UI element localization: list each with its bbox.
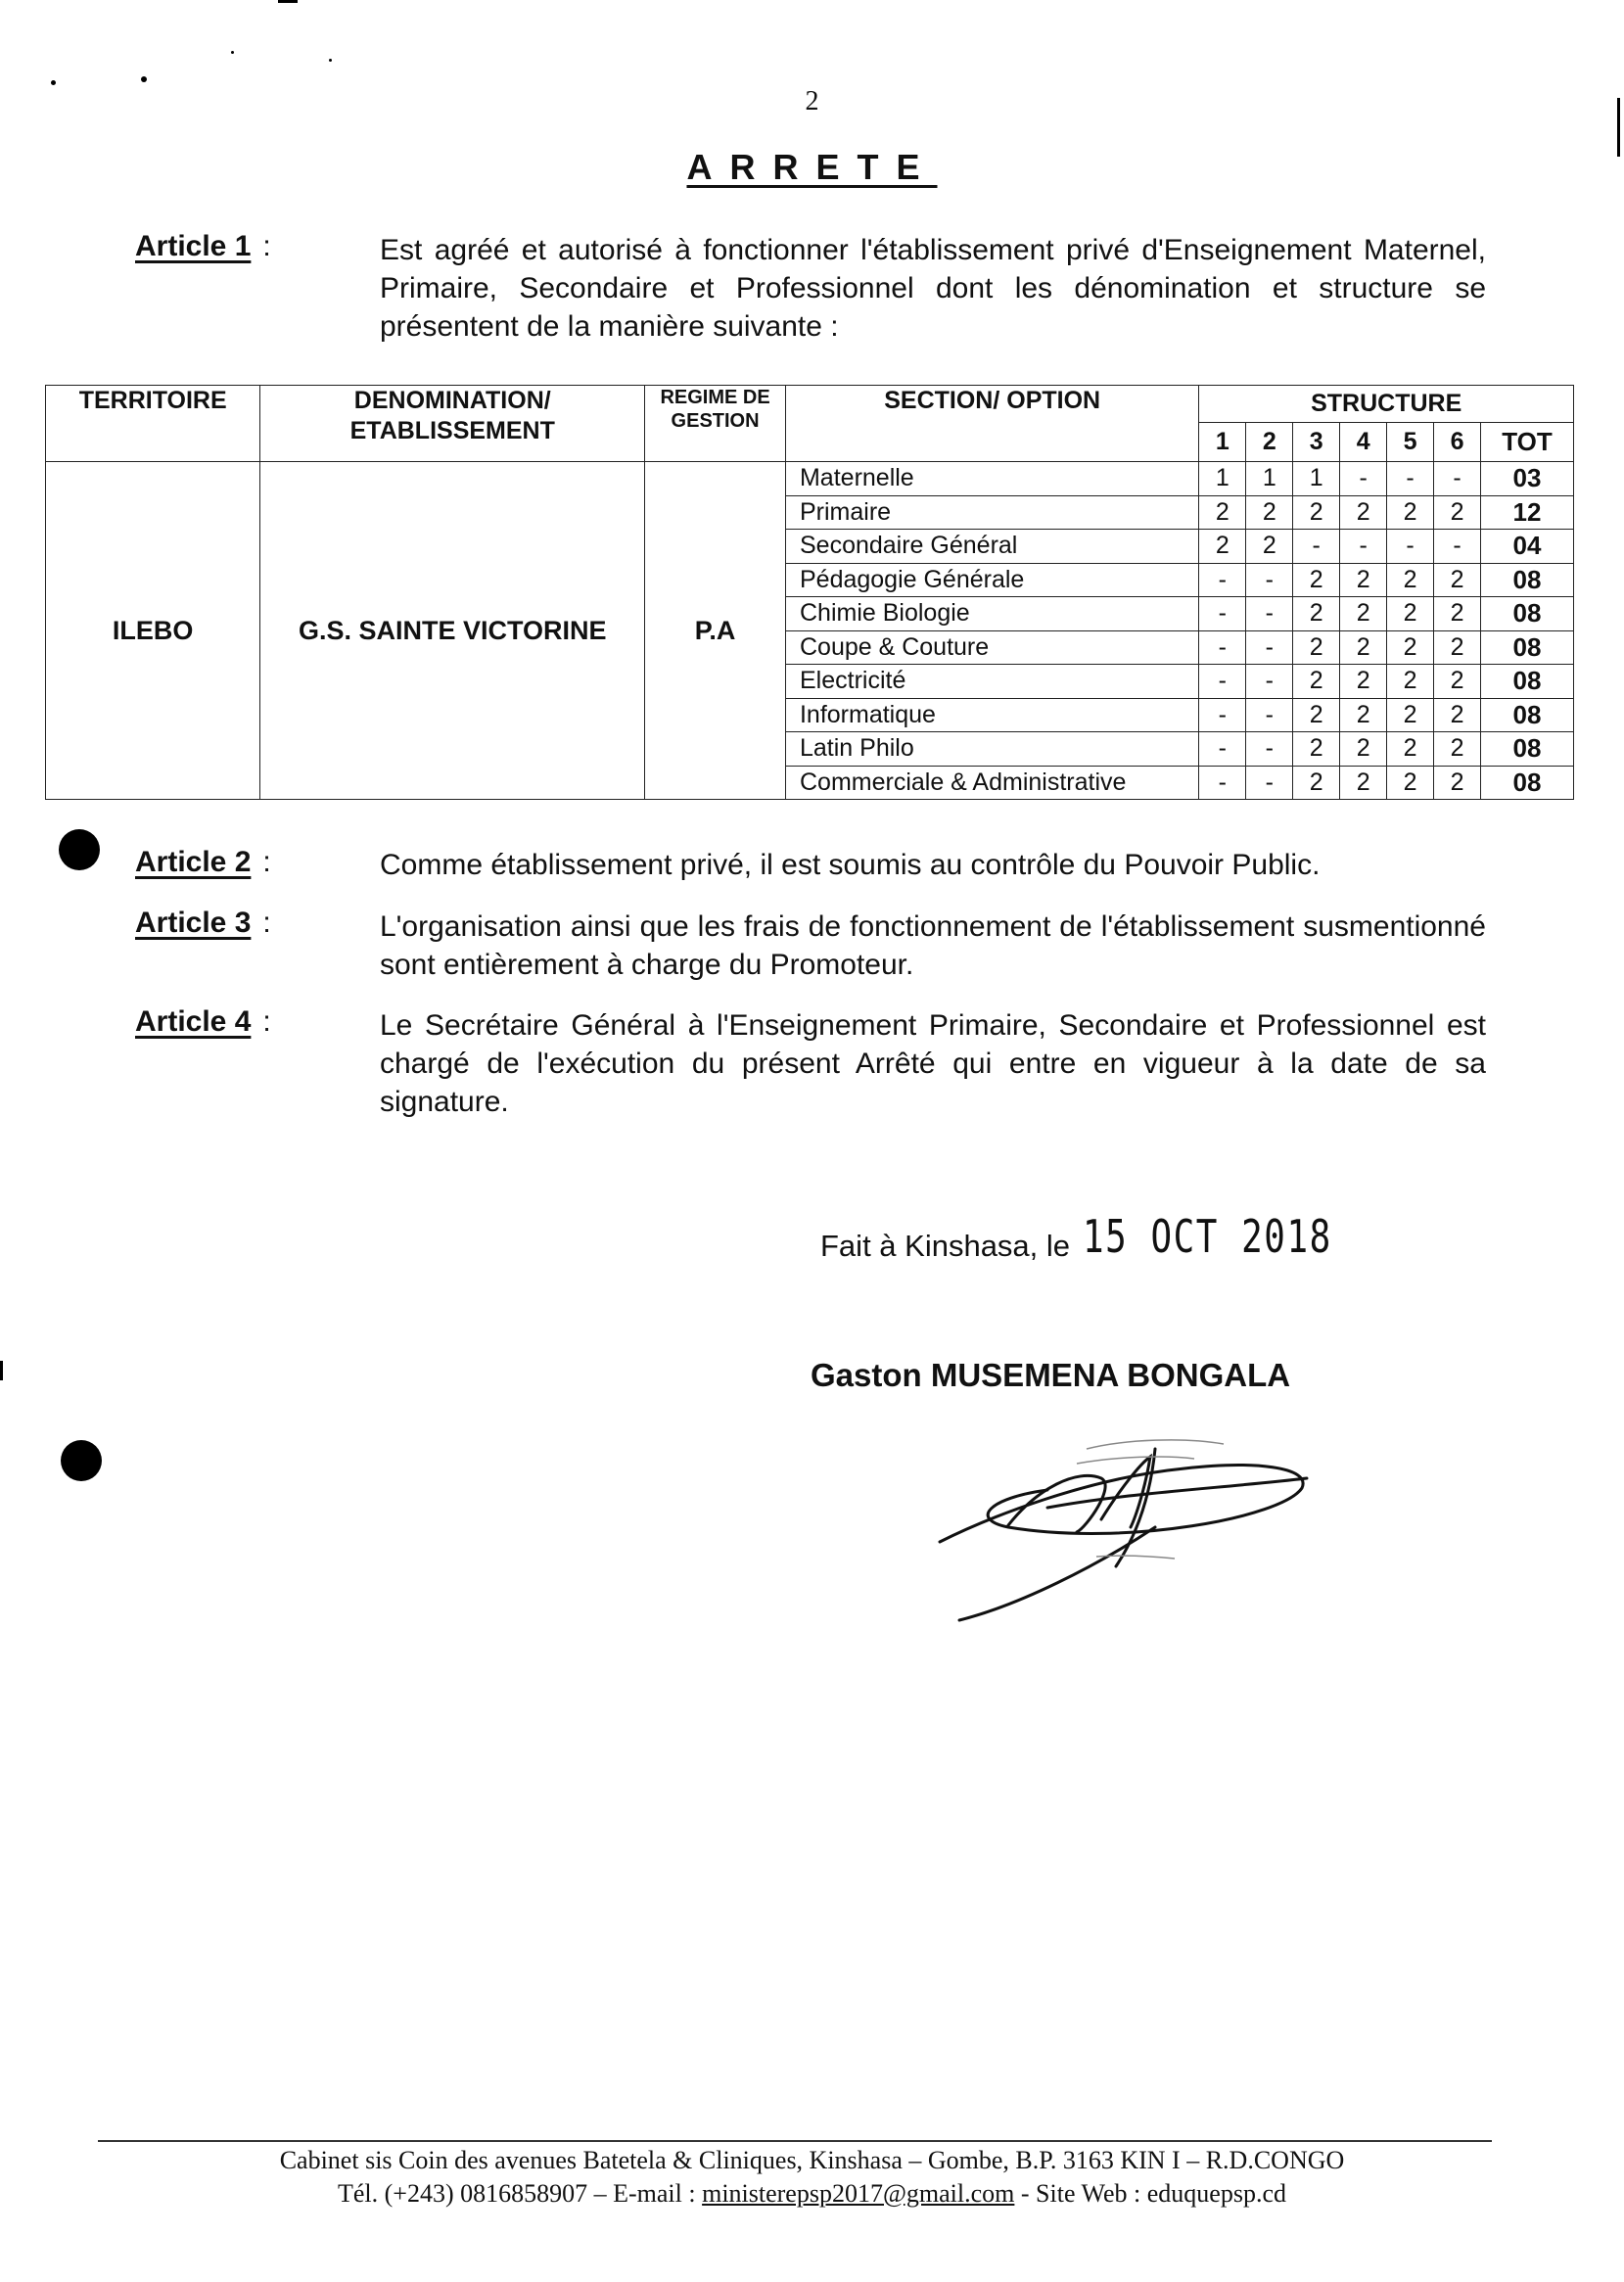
tot-cell: 08 bbox=[1480, 630, 1573, 665]
tot-cell: 08 bbox=[1480, 563, 1573, 597]
header-denomination: DENOMINATION/ ETABLISSEMENT bbox=[260, 386, 645, 462]
tot-cell: 08 bbox=[1480, 766, 1573, 800]
header-section: SECTION/ OPTION bbox=[785, 386, 1198, 462]
year-6-cell: 2 bbox=[1434, 698, 1481, 732]
year-5-cell: 2 bbox=[1387, 630, 1434, 665]
article-3-text: L'organisation ainsi que les frais de fonctionnement de l'établissement susmentionné sont entièrement à charge du Promoteur. bbox=[380, 910, 1486, 981]
tot-cell: 08 bbox=[1480, 597, 1573, 631]
page-number: 2 bbox=[805, 86, 819, 116]
margin-mark bbox=[278, 0, 298, 3]
tot-cell: 08 bbox=[1480, 698, 1573, 732]
header-year-2: 2 bbox=[1246, 423, 1293, 462]
footer-address: Cabinet sis Coin des avenues Batetela & Cliniques, Kinshasa – Gombe, B.P. 3163 KIN I – R.D.CONGO bbox=[279, 2146, 1345, 2174]
section-cell: Latin Philo bbox=[785, 732, 1198, 767]
year-3-cell: 2 bbox=[1293, 665, 1340, 699]
year-1-cell: - bbox=[1199, 597, 1246, 631]
header-regime: REGIME DE GESTION bbox=[645, 386, 786, 462]
header-territoire: TERRITOIRE bbox=[46, 386, 260, 462]
year-6-cell: 2 bbox=[1434, 665, 1481, 699]
article-1-label: Article 1 : bbox=[135, 230, 271, 262]
article-2-label: Article 2 : bbox=[135, 846, 271, 878]
place-date-label: Fait à Kinshasa, le bbox=[820, 1229, 1071, 1263]
year-4-cell: 2 bbox=[1340, 597, 1387, 631]
section-cell: Pédagogie Générale bbox=[785, 563, 1198, 597]
section-cell: Commerciale & Administrative bbox=[785, 766, 1198, 800]
year-4-cell: 2 bbox=[1340, 630, 1387, 665]
regime-cell: P.A bbox=[645, 462, 786, 800]
section-cell: Informatique bbox=[785, 698, 1198, 732]
year-6-cell: 2 bbox=[1434, 563, 1481, 597]
section-cell: Primaire bbox=[785, 495, 1198, 530]
tot-cell: 08 bbox=[1480, 732, 1573, 767]
year-1-cell: 2 bbox=[1199, 530, 1246, 564]
year-3-cell: 2 bbox=[1293, 698, 1340, 732]
section-cell: Coupe & Couture bbox=[785, 630, 1198, 665]
year-4-cell: 2 bbox=[1340, 495, 1387, 530]
year-6-cell: - bbox=[1434, 462, 1481, 496]
year-2-cell: - bbox=[1246, 698, 1293, 732]
year-1-cell: - bbox=[1199, 630, 1246, 665]
structure-table bbox=[45, 385, 1574, 800]
year-6-cell: 2 bbox=[1434, 766, 1481, 800]
header-year-3: 3 bbox=[1293, 423, 1340, 462]
year-3-cell: 2 bbox=[1293, 630, 1340, 665]
year-4-cell: 2 bbox=[1340, 766, 1387, 800]
scan-speck bbox=[231, 51, 234, 54]
stamp-date: 15 OCT 2018 bbox=[1083, 1210, 1332, 1263]
year-2-cell: 2 bbox=[1246, 530, 1293, 564]
scan-speck bbox=[329, 59, 332, 62]
year-1-cell: - bbox=[1199, 563, 1246, 597]
year-2-cell: - bbox=[1246, 630, 1293, 665]
year-3-cell: 2 bbox=[1293, 732, 1340, 767]
year-5-cell: - bbox=[1387, 462, 1434, 496]
year-6-cell: 2 bbox=[1434, 630, 1481, 665]
year-3-cell: 2 bbox=[1293, 563, 1340, 597]
year-4-cell: - bbox=[1340, 530, 1387, 564]
territoire-cell: ILEBO bbox=[46, 462, 260, 800]
article-2-text: Comme établissement privé, il est soumis au contrôle du Pouvoir Public. bbox=[380, 849, 1321, 881]
year-3-cell: 1 bbox=[1293, 462, 1340, 496]
year-5-cell: - bbox=[1387, 530, 1434, 564]
punch-hole bbox=[59, 829, 100, 870]
year-1-cell: - bbox=[1199, 698, 1246, 732]
year-6-cell: - bbox=[1434, 530, 1481, 564]
document-title: ARRETE bbox=[686, 147, 938, 187]
header-year-5: 5 bbox=[1387, 423, 1434, 462]
year-5-cell: 2 bbox=[1387, 698, 1434, 732]
tot-cell: 08 bbox=[1480, 665, 1573, 699]
year-4-cell: 2 bbox=[1340, 698, 1387, 732]
article-4-text: Le Secrétaire Général à l'Enseignement Primaire, Secondaire et Professionnel est chargé de l'exécution du présent Arrêté qui entre en vigueur à la date de sa signature. bbox=[380, 1009, 1486, 1118]
year-6-cell: 2 bbox=[1434, 597, 1481, 631]
footer-rule bbox=[98, 2140, 1492, 2142]
header-structure: STRUCTURE bbox=[1199, 386, 1574, 423]
article-1-text: Est agréé et autorisé à fonctionner l'établissement privé d'Enseignement Maternel, Primaire, Secondaire et Professionnel dont les dénomination et structure se présentent de la manière suivante : bbox=[380, 234, 1486, 343]
footer-web: - Site Web : eduquepsp.cd bbox=[1020, 2179, 1286, 2208]
year-5-cell: 2 bbox=[1387, 766, 1434, 800]
year-4-cell: - bbox=[1340, 462, 1387, 496]
year-5-cell: 2 bbox=[1387, 597, 1434, 631]
scan-speck bbox=[141, 76, 147, 82]
year-1-cell: - bbox=[1199, 766, 1246, 800]
signer-name: Gaston MUSEMENA BONGALA bbox=[811, 1357, 1291, 1393]
year-3-cell: 2 bbox=[1293, 766, 1340, 800]
year-5-cell: 2 bbox=[1387, 495, 1434, 530]
header-year-4: 4 bbox=[1340, 423, 1387, 462]
year-2-cell: 2 bbox=[1246, 495, 1293, 530]
year-2-cell: - bbox=[1246, 766, 1293, 800]
signature-scribble bbox=[930, 1410, 1322, 1645]
footer-contact bbox=[0, 2179, 1624, 2209]
footer-email[interactable]: ministerepsp2017@gmail.com bbox=[702, 2179, 1015, 2208]
year-1-cell: - bbox=[1199, 665, 1246, 699]
denomination-cell: G.S. SAINTE VICTORINE bbox=[260, 462, 645, 800]
year-2-cell: - bbox=[1246, 597, 1293, 631]
year-1-cell: - bbox=[1199, 732, 1246, 767]
year-4-cell: 2 bbox=[1340, 665, 1387, 699]
footer-phone: Tél. (+243) 0816858907 – E-mail : bbox=[337, 2179, 696, 2208]
tot-cell: 12 bbox=[1480, 495, 1573, 530]
year-1-cell: 2 bbox=[1199, 495, 1246, 530]
header-year-1: 1 bbox=[1199, 423, 1246, 462]
year-2-cell: - bbox=[1246, 563, 1293, 597]
article-3-label: Article 3 : bbox=[135, 907, 271, 939]
year-2-cell: - bbox=[1246, 665, 1293, 699]
year-3-cell: - bbox=[1293, 530, 1340, 564]
section-cell: Chimie Biologie bbox=[785, 597, 1198, 631]
year-6-cell: 2 bbox=[1434, 495, 1481, 530]
section-cell: Maternelle bbox=[785, 462, 1198, 496]
tot-cell: 04 bbox=[1480, 530, 1573, 564]
article-4-label: Article 4 : bbox=[135, 1005, 271, 1038]
tot-cell: 03 bbox=[1480, 462, 1573, 496]
year-3-cell: 2 bbox=[1293, 495, 1340, 530]
year-3-cell: 2 bbox=[1293, 597, 1340, 631]
table-row bbox=[46, 462, 1574, 496]
header-tot: TOT bbox=[1480, 423, 1573, 462]
section-cell: Secondaire Général bbox=[785, 530, 1198, 564]
year-4-cell: 2 bbox=[1340, 732, 1387, 767]
year-1-cell: 1 bbox=[1199, 462, 1246, 496]
year-5-cell: 2 bbox=[1387, 563, 1434, 597]
year-5-cell: 2 bbox=[1387, 732, 1434, 767]
scan-speck bbox=[51, 80, 56, 85]
punch-hole bbox=[61, 1440, 102, 1481]
year-2-cell: - bbox=[1246, 732, 1293, 767]
section-cell: Electricité bbox=[785, 665, 1198, 699]
year-4-cell: 2 bbox=[1340, 563, 1387, 597]
year-5-cell: 2 bbox=[1387, 665, 1434, 699]
year-6-cell: 2 bbox=[1434, 732, 1481, 767]
margin-mark bbox=[0, 1361, 3, 1380]
year-2-cell: 1 bbox=[1246, 462, 1293, 496]
header-year-6: 6 bbox=[1434, 423, 1481, 462]
